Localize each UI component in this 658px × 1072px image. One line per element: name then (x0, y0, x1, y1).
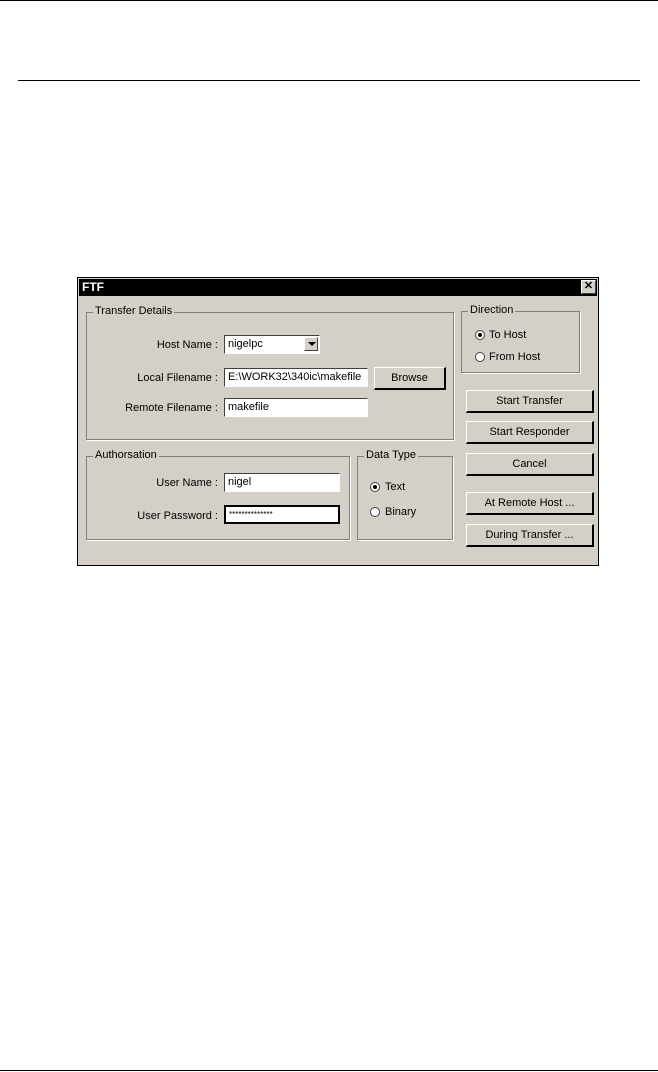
binary-radio[interactable] (370, 507, 380, 517)
host-name-value: nigelpc (228, 338, 263, 350)
from-host-label[interactable]: From Host (489, 351, 541, 363)
local-filename-label: Local Filename : (137, 372, 218, 384)
to-host-radio[interactable] (475, 330, 485, 340)
at-remote-host-button[interactable]: At Remote Host ... (466, 492, 594, 515)
remote-filename-field[interactable]: makefile (224, 398, 368, 417)
close-button[interactable] (581, 280, 596, 294)
from-host-radio[interactable] (475, 352, 485, 362)
user-password-field[interactable]: ************** (224, 505, 340, 524)
text-radio[interactable] (370, 482, 380, 492)
start-transfer-button[interactable]: Start Transfer (466, 390, 594, 413)
authorisation-title: Authorsation (95, 449, 157, 461)
dialog-titlebar (79, 279, 597, 296)
footer-rule (0, 1070, 658, 1071)
text-radio-label[interactable]: Text (385, 481, 406, 493)
to-host-label[interactable]: To Host (489, 329, 527, 341)
top-border (0, 0, 658, 1)
during-transfer-button[interactable]: During Transfer ... (466, 524, 594, 547)
user-name-label: User Name : (156, 477, 218, 489)
remote-filename-label: Remote Filename : (125, 402, 218, 414)
cancel-button[interactable]: Cancel (466, 453, 594, 476)
data-type-title: Data Type (366, 449, 416, 461)
direction-group (461, 304, 580, 373)
user-name-field[interactable]: nigel (224, 473, 340, 492)
local-filename-field[interactable]: E:\WORK32\340ic\makefile (224, 368, 368, 387)
host-name-label: Host Name : (156, 339, 218, 351)
chevron-down-icon[interactable] (304, 337, 318, 351)
start-responder-button[interactable]: Start Responder (466, 421, 594, 444)
transfer-details-title: Transfer Details (95, 305, 173, 317)
dialog-title: FTF (82, 280, 104, 294)
ftf-dialog (77, 277, 599, 566)
user-password-label: User Password : (137, 510, 218, 522)
data-type-group (357, 449, 453, 540)
host-name-dropdown[interactable] (224, 335, 320, 354)
binary-radio-label[interactable]: Binary (385, 506, 417, 518)
browse-button[interactable]: Browse (374, 367, 446, 390)
direction-title: Direction (470, 304, 514, 316)
authorisation-group (86, 449, 350, 540)
close-icon: ✕ (583, 280, 594, 292)
header-rule (18, 80, 640, 81)
